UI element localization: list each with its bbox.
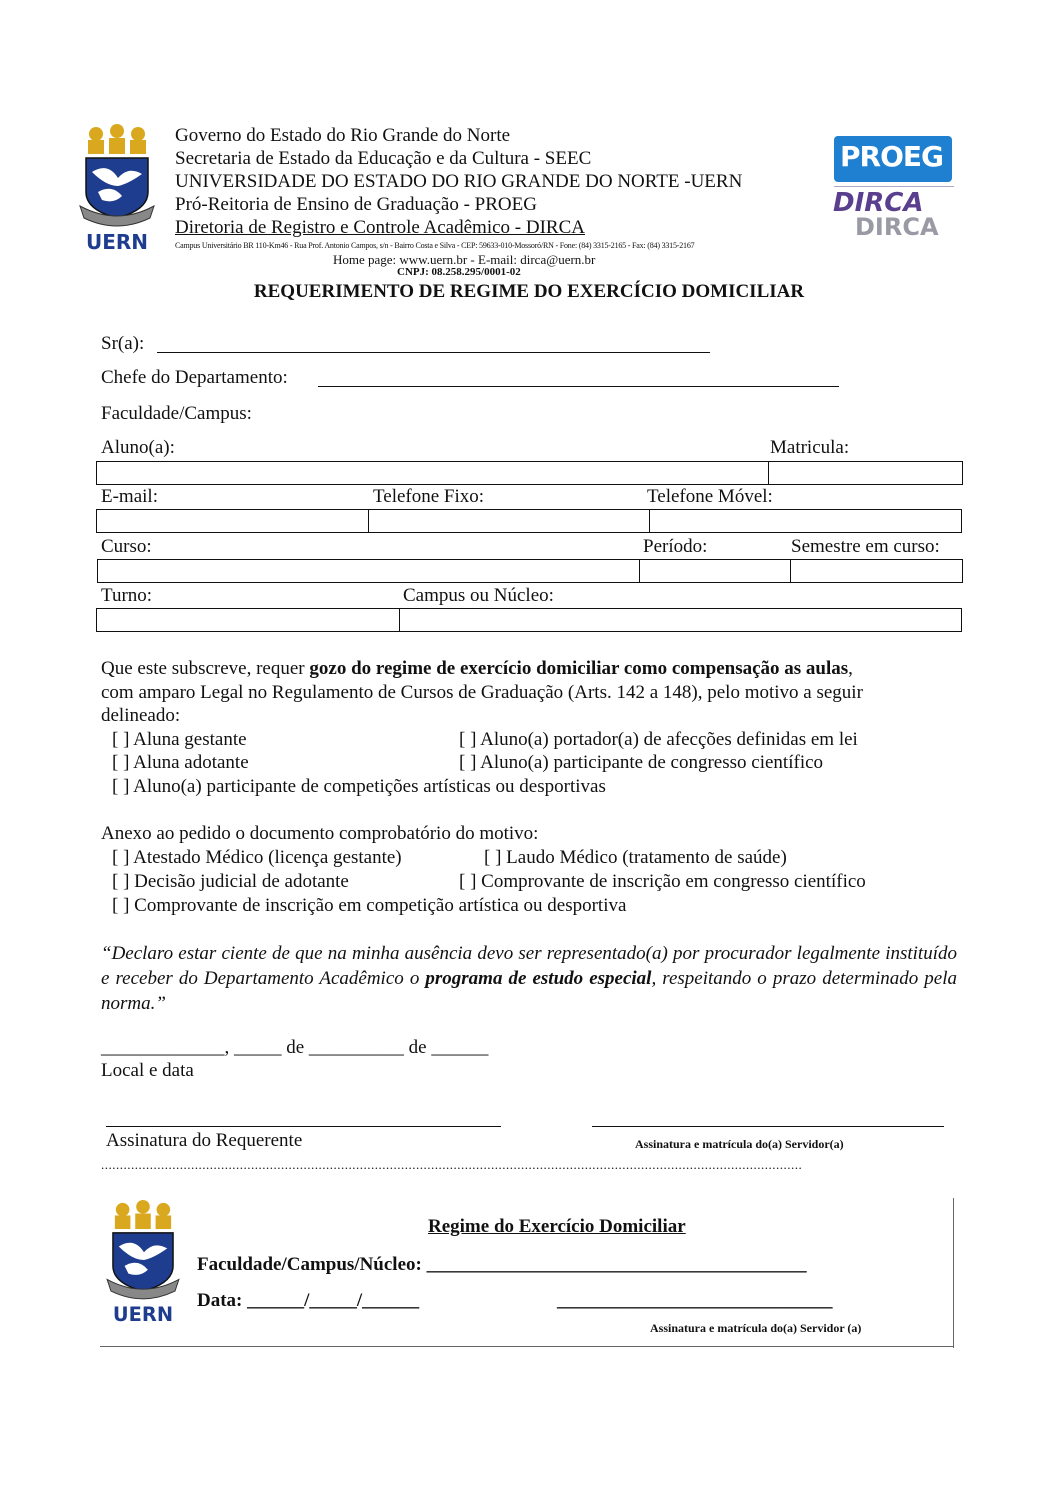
aluno-input[interactable] [97, 462, 767, 484]
turno-label: Turno: [101, 585, 153, 606]
tel-fixo-label: Telefone Fixo: [373, 486, 485, 507]
curso-label: Curso: [101, 536, 152, 557]
aluno-label: Aluno(a): [101, 437, 175, 458]
sr-label: Sr(a): [101, 333, 145, 354]
request-line-1 [101, 657, 961, 681]
uern-logo-stub-text: UERN [112, 1303, 174, 1326]
uern-logo-text: UERN [85, 230, 149, 254]
anexo-decisao[interactable]: [ ] Decisão judicial de adotante [112, 871, 349, 892]
cut-line: ........................................................................................................................................................................................... [101, 1157, 803, 1172]
chefe-input[interactable] [318, 386, 839, 387]
tel-fixo-input[interactable] [369, 510, 649, 532]
proeg-logo-text: PROEG [840, 140, 943, 173]
sig-requerente-line[interactable] [106, 1126, 501, 1127]
uern-logo-stub [104, 1198, 182, 1326]
email-input[interactable] [97, 510, 367, 532]
declaration-text-1: “Declaro estar ciente de que na minha ausência devo ser representado(a) por procurador legalmente instituído e receber do Departamento Acadêmico o [101, 943, 957, 989]
stub-title: Regime do Exercício Domiciliar [428, 1216, 686, 1237]
request-line-2: com amparo Legal no Regulamento de Cursos de Graduação (Arts. 142 a 148), pelo motivo a seguir [101, 682, 863, 703]
tel-movel-label: Telefone Móvel: [647, 486, 773, 507]
dirca-logo-text: DIRCA [833, 188, 924, 218]
campus-nucleo-label: Campus ou Núcleo: [403, 585, 554, 606]
header-homepage: Home page: www.uern.br - E-mail: dirca@uern.br [333, 252, 596, 267]
motivo-aluna-gestante[interactable]: [ ] Aluna gestante [112, 729, 247, 750]
stub-sig-line[interactable]: _____________________________ [557, 1290, 833, 1311]
anexo-atestado[interactable]: [ ] Atestado Médico (licença gestante) [112, 847, 402, 868]
request-line-3: delineado: [101, 705, 181, 726]
stub-faculdade[interactable]: Faculdade/Campus/Núcleo: ________________________________________ [197, 1254, 807, 1275]
header-line-1: Governo do Estado do Rio Grande do Norte [175, 125, 511, 146]
periodo-label: Período: [643, 536, 708, 557]
page-title: REQUERIMENTO DE REGIME DO EXERCÍCIO DOMICILIAR [253, 281, 805, 302]
sig-servidor-label: Assinatura e matrícula do(a) Servidor(a) [635, 1137, 844, 1151]
matricula-label: Matricula: [770, 437, 850, 458]
turno-input[interactable] [97, 609, 397, 631]
semestre-label: Semestre em curso: [791, 536, 940, 557]
declaration-text-2: , respeitando o prazo determinado pela norma.” [101, 968, 957, 1014]
uern-logo [78, 122, 156, 254]
anexo-title: Anexo ao pedido o documento comprobatório do motivo: [101, 823, 539, 844]
anexo-competicao[interactable]: [ ] Comprovante de inscrição em competição artística ou desportiva [112, 895, 627, 916]
dirca-logo-shadow-text: DIRCA [855, 213, 939, 241]
stub-border-right [953, 1198, 954, 1348]
stub-data[interactable]: Data: ______/_____/______ [197, 1290, 420, 1311]
header-line-2: Secretaria de Estado da Educação e da Cultura - SEEC [175, 148, 592, 169]
header-cnpj: CNPJ: 08.258.295/0001-02 [397, 266, 521, 278]
request-text-comma: , [848, 658, 853, 679]
dirca-logo [833, 188, 939, 241]
sig-requerente-label: Assinatura do Requerente [106, 1130, 303, 1151]
crown-icon [88, 124, 146, 154]
crown-icon [115, 1200, 171, 1229]
request-text-1: Que este subscreve, requer [101, 658, 310, 679]
email-label: E-mail: [101, 486, 158, 507]
declaration-text-bold: programa de estudo especial [425, 968, 652, 989]
local-data-label: Local e data [101, 1060, 194, 1081]
tel-movel-input[interactable] [650, 510, 960, 532]
shield-icon [113, 1233, 173, 1291]
campus-nucleo-input[interactable] [400, 609, 960, 631]
request-text-bold: gozo do regime de exercício domiciliar como compensação as aulas [309, 658, 849, 679]
header-line-4: Pró-Reitoria de Ensino de Graduação - PROEG [175, 194, 537, 215]
faculdade-label: Faculdade/Campus: [101, 403, 252, 424]
motivo-competicoes[interactable]: [ ] Aluno(a) participante de competições artísticas ou desportivas [112, 776, 606, 797]
sr-input[interactable] [157, 352, 710, 353]
header-line-5: Diretoria de Registro e Controle Acadêmico - DIRCA [175, 217, 585, 238]
motivo-afeccoes[interactable]: [ ] Aluno(a) portador(a) de afecções definidas em lei [459, 729, 858, 750]
proeg-logo [834, 136, 952, 182]
matricula-input[interactable] [770, 462, 961, 484]
date-line[interactable]: _____________, _____ de __________ de ______ [101, 1037, 489, 1058]
stub-sig-label: Assinatura e matrícula do(a) Servidor (a) [650, 1321, 862, 1335]
shield-icon [86, 158, 148, 218]
header-address: Campus Universitário BR 110-Km46 - Rua Prof. Antonio Campos, s/n - Bairro Costa e Silva - CEP: 59633-010-Mossoró/RN - Fone: (84) 3315-2165 - Fax: (84) 3315-2167 [175, 241, 695, 250]
chefe-label: Chefe do Departamento: [101, 367, 288, 388]
semestre-input[interactable] [791, 560, 961, 582]
motivo-congresso[interactable]: [ ] Aluno(a) participante de congresso científico [459, 752, 824, 773]
stub-border-bottom [100, 1346, 953, 1347]
anexo-laudo[interactable]: [ ] Laudo Médico (tratamento de saúde) [484, 847, 787, 868]
motivo-aluna-adotante[interactable]: [ ] Aluna adotante [112, 752, 249, 773]
curso-input[interactable] [98, 560, 637, 582]
sig-servidor-line[interactable] [592, 1126, 944, 1127]
periodo-input[interactable] [640, 560, 789, 582]
anexo-congresso[interactable]: [ ] Comprovante de inscrição em congresso científico [459, 871, 866, 892]
header-line-3: UNIVERSIDADE DO ESTADO DO RIO GRANDE DO NORTE -UERN [175, 171, 743, 192]
declaration [101, 941, 957, 1016]
